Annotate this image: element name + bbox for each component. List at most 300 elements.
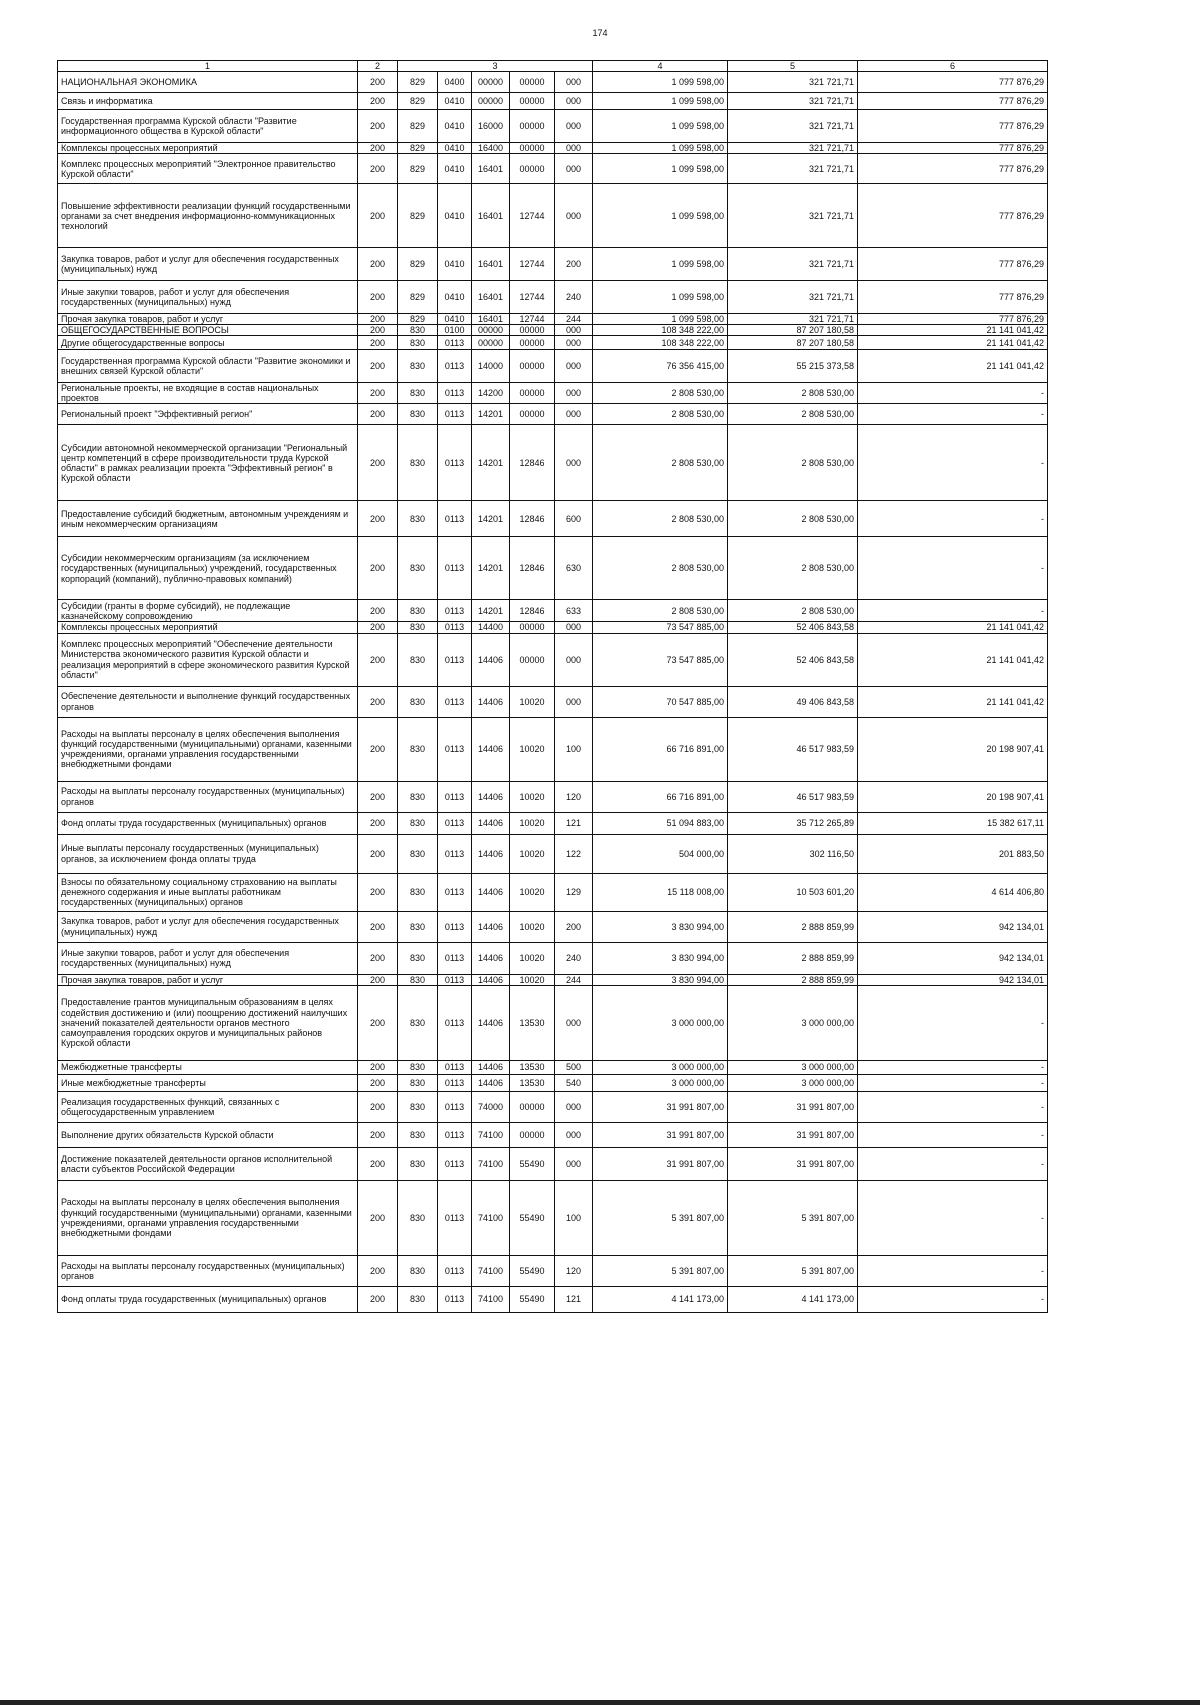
code-section: 0410	[438, 248, 472, 281]
code-expense-type: 000	[555, 1091, 593, 1122]
code-chapter: 830	[398, 1147, 438, 1180]
value-planned: 66 716 891,00	[593, 781, 728, 812]
code-direction: 10020	[510, 717, 555, 781]
value-planned: 1 099 598,00	[593, 281, 728, 314]
code-admin: 200	[358, 1180, 398, 1255]
code-program: 16401	[472, 248, 510, 281]
code-expense-type: 000	[555, 686, 593, 717]
table-row	[58, 325, 1048, 336]
code-chapter: 829	[398, 154, 438, 184]
value-executed: 10 503 601,20	[728, 873, 858, 911]
code-direction: 55490	[510, 1147, 555, 1180]
code-direction: 13530	[510, 1060, 555, 1074]
value-executed: 321 721,71	[728, 184, 858, 248]
code-admin: 200	[358, 911, 398, 942]
code-program: 14406	[472, 942, 510, 974]
code-direction: 00000	[510, 336, 555, 350]
code-section: 0113	[438, 717, 472, 781]
table-row	[58, 911, 1048, 942]
value-remainder: 21 141 041,42	[858, 325, 1048, 336]
code-admin: 200	[358, 942, 398, 974]
code-chapter: 830	[398, 911, 438, 942]
code-expense-type: 122	[555, 834, 593, 873]
code-direction: 00000	[510, 1091, 555, 1122]
code-direction: 00000	[510, 72, 555, 93]
code-admin: 200	[358, 72, 398, 93]
value-executed: 2 808 530,00	[728, 600, 858, 622]
code-expense-type: 200	[555, 911, 593, 942]
code-direction: 10020	[510, 911, 555, 942]
code-expense-type: 000	[555, 622, 593, 633]
code-chapter: 829	[398, 110, 438, 143]
code-direction: 00000	[510, 350, 555, 383]
value-planned: 3 000 000,00	[593, 1074, 728, 1091]
code-section: 0410	[438, 281, 472, 314]
code-chapter: 830	[398, 974, 438, 985]
row-name: Субсидии автономной некоммерческой организации "Региональный центр компетенций в сфере производительности труда Курской области" в рамках реализации проекта "Эффективный регион" в Курской области	[58, 425, 358, 501]
value-remainder: -	[858, 1091, 1048, 1122]
code-direction: 13530	[510, 985, 555, 1060]
code-direction: 10020	[510, 834, 555, 873]
table-row	[58, 622, 1048, 633]
code-expense-type: 244	[555, 314, 593, 325]
code-program: 14200	[472, 383, 510, 404]
code-section: 0113	[438, 1074, 472, 1091]
code-admin: 200	[358, 184, 398, 248]
code-direction: 12846	[510, 501, 555, 537]
code-chapter: 830	[398, 404, 438, 425]
row-name: Иные закупки товаров, работ и услуг для обеспечения государственных (муниципальных) нужд	[58, 281, 358, 314]
row-name: Государственная программа Курской области "Развитие экономики и внешних связей Курской области"	[58, 350, 358, 383]
value-planned: 1 099 598,00	[593, 154, 728, 184]
code-chapter: 830	[398, 325, 438, 336]
code-section: 0113	[438, 812, 472, 834]
code-program: 14406	[472, 1060, 510, 1074]
code-admin: 200	[358, 93, 398, 110]
code-expense-type: 600	[555, 501, 593, 537]
code-section: 0113	[438, 1286, 472, 1312]
value-remainder: -	[858, 1060, 1048, 1074]
value-executed: 55 215 373,58	[728, 350, 858, 383]
code-admin: 200	[358, 1122, 398, 1147]
value-planned: 76 356 415,00	[593, 350, 728, 383]
header-col-4: 4	[593, 61, 728, 72]
value-remainder: -	[858, 1122, 1048, 1147]
header-col-3: 3	[398, 61, 593, 72]
code-expense-type: 240	[555, 281, 593, 314]
code-direction: 12744	[510, 281, 555, 314]
value-executed: 3 000 000,00	[728, 1074, 858, 1091]
row-name: Повышение эффективности реализации функций государственными органами за счет внедрения информационно-коммуникационных технологий	[58, 184, 358, 248]
code-chapter: 830	[398, 781, 438, 812]
row-name: Фонд оплаты труда государственных (муниципальных) органов	[58, 1286, 358, 1312]
code-admin: 200	[358, 1286, 398, 1312]
row-name: Иные выплаты персоналу государственных (муниципальных) органов, за исключением фонда оплаты труда	[58, 834, 358, 873]
code-direction: 10020	[510, 686, 555, 717]
value-planned: 73 547 885,00	[593, 622, 728, 633]
value-remainder: -	[858, 1255, 1048, 1286]
value-executed: 2 808 530,00	[728, 383, 858, 404]
code-expense-type: 000	[555, 336, 593, 350]
row-name: Иные межбюджетные трансферты	[58, 1074, 358, 1091]
code-section: 0113	[438, 383, 472, 404]
row-name: Достижение показателей деятельности органов исполнительной власти субъектов Российской Федерации	[58, 1147, 358, 1180]
code-program: 14201	[472, 600, 510, 622]
header-col-6: 6	[858, 61, 1048, 72]
value-planned: 70 547 885,00	[593, 686, 728, 717]
value-remainder: 21 141 041,42	[858, 622, 1048, 633]
value-remainder: -	[858, 1286, 1048, 1312]
value-planned: 3 830 994,00	[593, 942, 728, 974]
code-admin: 200	[358, 501, 398, 537]
code-section: 0113	[438, 911, 472, 942]
code-direction: 00000	[510, 1122, 555, 1147]
value-executed: 87 207 180,58	[728, 336, 858, 350]
value-remainder: -	[858, 501, 1048, 537]
code-expense-type: 200	[555, 248, 593, 281]
value-planned: 3 830 994,00	[593, 974, 728, 985]
value-executed: 2 888 859,99	[728, 942, 858, 974]
code-expense-type: 000	[555, 154, 593, 184]
table-row	[58, 1147, 1048, 1180]
value-remainder: -	[858, 537, 1048, 600]
table-row	[58, 425, 1048, 501]
code-admin: 200	[358, 336, 398, 350]
table-row	[58, 717, 1048, 781]
code-program: 14201	[472, 501, 510, 537]
code-direction: 12744	[510, 248, 555, 281]
code-chapter: 829	[398, 93, 438, 110]
code-admin: 200	[358, 686, 398, 717]
code-section: 0113	[438, 974, 472, 985]
code-section: 0410	[438, 93, 472, 110]
value-remainder: -	[858, 1147, 1048, 1180]
code-chapter: 829	[398, 72, 438, 93]
table-row	[58, 537, 1048, 600]
code-program: 74000	[472, 1091, 510, 1122]
code-section: 0113	[438, 425, 472, 501]
code-section: 0113	[438, 600, 472, 622]
value-executed: 321 721,71	[728, 72, 858, 93]
value-remainder: 20 198 907,41	[858, 781, 1048, 812]
row-name: Комплексы процессных мероприятий	[58, 143, 358, 154]
code-program: 00000	[472, 93, 510, 110]
code-section: 0113	[438, 686, 472, 717]
code-program: 14201	[472, 404, 510, 425]
code-section: 0113	[438, 404, 472, 425]
table-row	[58, 93, 1048, 110]
code-admin: 200	[358, 110, 398, 143]
value-remainder: 21 141 041,42	[858, 633, 1048, 686]
value-remainder: 777 876,29	[858, 110, 1048, 143]
value-executed: 321 721,71	[728, 110, 858, 143]
row-name: Предоставление субсидий бюджетным, автономным учреждениям и иным некоммерческим организациям	[58, 501, 358, 537]
value-remainder: 21 141 041,42	[858, 686, 1048, 717]
code-admin: 200	[358, 404, 398, 425]
value-remainder: 777 876,29	[858, 314, 1048, 325]
table-row	[58, 781, 1048, 812]
value-planned: 3 000 000,00	[593, 985, 728, 1060]
row-name: Расходы на выплаты персоналу в целях обеспечения выполнения функций государственными (муниципальными) органами, казенными учреждениями, органами управления государственными внебюджетными фондами	[58, 1180, 358, 1255]
value-planned: 4 141 173,00	[593, 1286, 728, 1312]
value-executed: 35 712 265,89	[728, 812, 858, 834]
budget-table	[57, 60, 1048, 1313]
code-expense-type: 121	[555, 812, 593, 834]
value-executed: 2 808 530,00	[728, 501, 858, 537]
code-program: 14406	[472, 717, 510, 781]
code-direction: 55490	[510, 1255, 555, 1286]
code-admin: 200	[358, 143, 398, 154]
code-expense-type: 129	[555, 873, 593, 911]
code-program: 14201	[472, 537, 510, 600]
header-col-5: 5	[728, 61, 858, 72]
value-planned: 31 991 807,00	[593, 1122, 728, 1147]
code-section: 0113	[438, 501, 472, 537]
code-admin: 200	[358, 985, 398, 1060]
code-admin: 200	[358, 781, 398, 812]
table-header-row	[58, 61, 1048, 72]
value-planned: 31 991 807,00	[593, 1091, 728, 1122]
code-admin: 200	[358, 834, 398, 873]
code-chapter: 830	[398, 622, 438, 633]
code-program: 74100	[472, 1147, 510, 1180]
code-section: 0113	[438, 985, 472, 1060]
code-direction: 00000	[510, 633, 555, 686]
value-remainder: 942 134,01	[858, 974, 1048, 985]
value-executed: 2 808 530,00	[728, 425, 858, 501]
code-program: 00000	[472, 325, 510, 336]
code-chapter: 830	[398, 501, 438, 537]
code-admin: 200	[358, 974, 398, 985]
page-number: 174	[592, 28, 608, 38]
code-program: 00000	[472, 72, 510, 93]
code-chapter: 830	[398, 383, 438, 404]
code-chapter: 830	[398, 1180, 438, 1255]
value-planned: 108 348 222,00	[593, 336, 728, 350]
value-planned: 1 099 598,00	[593, 93, 728, 110]
code-chapter: 830	[398, 1091, 438, 1122]
value-planned: 2 808 530,00	[593, 425, 728, 501]
value-remainder: 21 141 041,42	[858, 350, 1048, 383]
header-col-1: 1	[58, 61, 358, 72]
code-expense-type: 500	[555, 1060, 593, 1074]
code-section: 0113	[438, 537, 472, 600]
row-name: Комплекс процессных мероприятий "Обеспечение деятельности Министерства экономического развития Курской области и реализация мероприятий в сфере экономического развития Курской области"	[58, 633, 358, 686]
value-executed: 2 888 859,99	[728, 911, 858, 942]
row-name: Взносы по обязательному социальному страхованию на выплаты денежного содержания и иные выплаты работникам государственных (муниципальных) органов	[58, 873, 358, 911]
value-executed: 31 991 807,00	[728, 1147, 858, 1180]
value-remainder: 21 141 041,42	[858, 336, 1048, 350]
value-remainder: -	[858, 404, 1048, 425]
code-chapter: 830	[398, 686, 438, 717]
code-section: 0113	[438, 1060, 472, 1074]
code-expense-type: 000	[555, 93, 593, 110]
code-section: 0113	[438, 1147, 472, 1180]
code-chapter: 830	[398, 1060, 438, 1074]
value-remainder: 777 876,29	[858, 248, 1048, 281]
code-chapter: 830	[398, 600, 438, 622]
value-remainder: 777 876,29	[858, 93, 1048, 110]
table-row	[58, 633, 1048, 686]
code-section: 0113	[438, 633, 472, 686]
value-executed: 321 721,71	[728, 93, 858, 110]
row-name: Прочая закупка товаров, работ и услуг	[58, 974, 358, 985]
value-remainder: 15 382 617,11	[858, 812, 1048, 834]
code-expense-type: 000	[555, 1147, 593, 1180]
row-name: Другие общегосударственные вопросы	[58, 336, 358, 350]
code-admin: 200	[358, 633, 398, 686]
row-name: Прочая закупка товаров, работ и услуг	[58, 314, 358, 325]
code-expense-type: 100	[555, 1180, 593, 1255]
value-executed: 321 721,71	[728, 143, 858, 154]
value-executed: 3 000 000,00	[728, 985, 858, 1060]
code-section: 0113	[438, 336, 472, 350]
code-chapter: 829	[398, 143, 438, 154]
code-chapter: 830	[398, 834, 438, 873]
value-planned: 31 991 807,00	[593, 1147, 728, 1180]
code-program: 14406	[472, 873, 510, 911]
code-chapter: 830	[398, 633, 438, 686]
code-section: 0113	[438, 942, 472, 974]
value-planned: 1 099 598,00	[593, 72, 728, 93]
value-executed: 321 721,71	[728, 248, 858, 281]
code-admin: 200	[358, 717, 398, 781]
value-planned: 2 808 530,00	[593, 383, 728, 404]
code-chapter: 830	[398, 1286, 438, 1312]
value-executed: 4 141 173,00	[728, 1286, 858, 1312]
row-name: Реализация государственных функций, связанных с общегосударственным управлением	[58, 1091, 358, 1122]
table-row	[58, 1074, 1048, 1091]
value-remainder: 777 876,29	[858, 72, 1048, 93]
value-planned: 1 099 598,00	[593, 314, 728, 325]
code-chapter: 829	[398, 248, 438, 281]
code-expense-type: 000	[555, 1122, 593, 1147]
code-section: 0410	[438, 110, 472, 143]
code-chapter: 830	[398, 873, 438, 911]
table-row	[58, 942, 1048, 974]
table-row	[58, 404, 1048, 425]
code-admin: 200	[358, 600, 398, 622]
code-program: 74100	[472, 1122, 510, 1147]
code-admin: 200	[358, 1255, 398, 1286]
code-direction: 00000	[510, 143, 555, 154]
code-program: 14406	[472, 974, 510, 985]
code-admin: 200	[358, 281, 398, 314]
table-row	[58, 248, 1048, 281]
code-expense-type: 630	[555, 537, 593, 600]
code-program: 14406	[472, 633, 510, 686]
code-expense-type: 000	[555, 425, 593, 501]
code-admin: 200	[358, 812, 398, 834]
code-program: 74100	[472, 1255, 510, 1286]
table-row	[58, 1060, 1048, 1074]
code-chapter: 829	[398, 184, 438, 248]
value-executed: 2 808 530,00	[728, 537, 858, 600]
value-planned: 2 808 530,00	[593, 537, 728, 600]
code-section: 0113	[438, 350, 472, 383]
row-name: Предоставление грантов муниципальным образованиям в целях содействия достижению и (или) поощрению достижений наилучших значений показателей деятельности органов местного самоуправления городских округов и муниципальных районов Курской области	[58, 985, 358, 1060]
code-admin: 200	[358, 1074, 398, 1091]
table-row	[58, 686, 1048, 717]
code-section: 0113	[438, 1091, 472, 1122]
code-chapter: 830	[398, 717, 438, 781]
value-executed: 321 721,71	[728, 314, 858, 325]
value-executed: 46 517 983,59	[728, 781, 858, 812]
table-body	[58, 61, 1048, 1313]
table-row	[58, 1255, 1048, 1286]
value-remainder: 20 198 907,41	[858, 717, 1048, 781]
code-program: 16401	[472, 184, 510, 248]
code-expense-type: 000	[555, 383, 593, 404]
code-direction: 10020	[510, 974, 555, 985]
code-admin: 200	[358, 350, 398, 383]
code-expense-type: 000	[555, 633, 593, 686]
table-row	[58, 350, 1048, 383]
code-section: 0410	[438, 184, 472, 248]
code-admin: 200	[358, 1091, 398, 1122]
value-remainder: 201 883,50	[858, 834, 1048, 873]
code-direction: 12846	[510, 425, 555, 501]
code-direction: 10020	[510, 942, 555, 974]
code-chapter: 830	[398, 1074, 438, 1091]
table-row	[58, 184, 1048, 248]
table-row	[58, 501, 1048, 537]
code-program: 14406	[472, 834, 510, 873]
table-row	[58, 1180, 1048, 1255]
row-name: Государственная программа Курской области "Развитие информационного общества в Курской области"	[58, 110, 358, 143]
code-direction: 12744	[510, 184, 555, 248]
code-program: 74100	[472, 1286, 510, 1312]
code-admin: 200	[358, 314, 398, 325]
code-chapter: 829	[398, 281, 438, 314]
value-remainder: 942 134,01	[858, 911, 1048, 942]
value-executed: 2 888 859,99	[728, 974, 858, 985]
value-planned: 66 716 891,00	[593, 717, 728, 781]
code-program: 14406	[472, 781, 510, 812]
row-name: Расходы на выплаты персоналу в целях обеспечения выполнения функций государственными (муниципальными) органами, казенными учреждениями, органами управления государственными внебюджетными фондами	[58, 717, 358, 781]
row-name: Закупка товаров, работ и услуг для обеспечения государственных (муниципальных) нужд	[58, 911, 358, 942]
code-direction: 12846	[510, 600, 555, 622]
code-admin: 200	[358, 622, 398, 633]
code-admin: 200	[358, 248, 398, 281]
value-planned: 3 000 000,00	[593, 1060, 728, 1074]
code-section: 0410	[438, 154, 472, 184]
value-remainder: -	[858, 600, 1048, 622]
value-executed: 52 406 843,58	[728, 622, 858, 633]
code-program: 14406	[472, 985, 510, 1060]
code-admin: 200	[358, 537, 398, 600]
code-expense-type: 000	[555, 184, 593, 248]
code-section: 0113	[438, 781, 472, 812]
code-section: 0113	[438, 1255, 472, 1286]
value-planned: 1 099 598,00	[593, 248, 728, 281]
table-row	[58, 1122, 1048, 1147]
row-name: Фонд оплаты труда государственных (муниципальных) органов	[58, 812, 358, 834]
value-executed: 321 721,71	[728, 281, 858, 314]
value-executed: 46 517 983,59	[728, 717, 858, 781]
code-chapter: 830	[398, 350, 438, 383]
value-planned: 1 099 598,00	[593, 110, 728, 143]
code-section: 0410	[438, 143, 472, 154]
code-chapter: 830	[398, 1122, 438, 1147]
value-planned: 3 830 994,00	[593, 911, 728, 942]
table-row	[58, 336, 1048, 350]
value-remainder: 942 134,01	[858, 942, 1048, 974]
value-executed: 31 991 807,00	[728, 1122, 858, 1147]
value-planned: 2 808 530,00	[593, 600, 728, 622]
code-direction: 00000	[510, 325, 555, 336]
row-name: ОБЩЕГОСУДАРСТВЕННЫЕ ВОПРОСЫ	[58, 325, 358, 336]
